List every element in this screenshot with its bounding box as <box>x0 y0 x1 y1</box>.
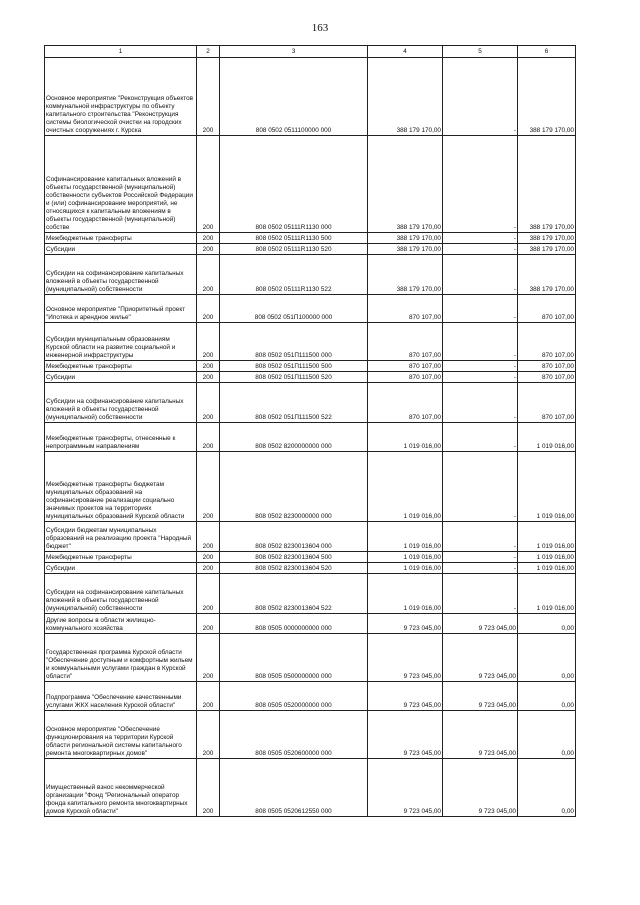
table-row <box>45 614 576 634</box>
row-amount2-cell: - <box>443 244 518 255</box>
row-name-cell: Субсидии <box>45 244 197 255</box>
row-column2-cell: 200 <box>197 361 220 372</box>
row-column2-cell: 200 <box>197 552 220 563</box>
row-name-cell: Субсидии на софинансирование капитальных вложений в объекты государственной (муниципальной) собственности <box>45 574 197 614</box>
table-row <box>45 233 576 244</box>
row-column2-cell: 200 <box>197 682 220 711</box>
row-amount2-cell: - <box>443 574 518 614</box>
row-amount-cell: 388 179 170,00 <box>368 136 443 233</box>
row-code-cell: 808 0502 051П111500 520 <box>220 372 368 383</box>
row-amount-cell: 388 179 170,00 <box>368 233 443 244</box>
row-amount-cell: 1 019 016,00 <box>368 552 443 563</box>
row-amount3-cell: 0,00 <box>518 759 576 817</box>
row-amount-cell: 9 723 045,00 <box>368 634 443 682</box>
row-column2-cell: 200 <box>197 634 220 682</box>
row-amount3-cell: 870 107,00 <box>518 323 576 361</box>
row-column2-cell: 200 <box>197 711 220 759</box>
row-code-cell: 808 0505 0520000000 000 <box>220 682 368 711</box>
table-row <box>45 255 576 295</box>
row-amount-cell: 388 179 170,00 <box>368 244 443 255</box>
row-name-cell: Подпрограмма "Обеспечение качественными услугами ЖКХ населения Курской области" <box>45 682 197 711</box>
row-amount3-cell: 870 107,00 <box>518 295 576 323</box>
row-column2-cell: 200 <box>197 58 220 136</box>
row-amount2-cell: - <box>443 136 518 233</box>
row-name-cell: Основное мероприятие "Приоритетный проект "Ипотека и арендное жилье" <box>45 295 197 323</box>
column-header: 3 <box>220 46 368 58</box>
table-row <box>45 563 576 574</box>
table-row <box>45 323 576 361</box>
row-column2-cell: 200 <box>197 255 220 295</box>
row-amount3-cell: 388 179 170,00 <box>518 233 576 244</box>
row-amount3-cell: 388 179 170,00 <box>518 244 576 255</box>
row-amount2-cell: - <box>443 563 518 574</box>
row-code-cell: 808 0502 05111R1130 000 <box>220 136 368 233</box>
row-column2-cell: 200 <box>197 244 220 255</box>
row-column2-cell: 200 <box>197 233 220 244</box>
row-name-cell: Субсидии муниципальным образованиям Курской области на развитие социальной и инженерной инфраструктуры <box>45 323 197 361</box>
row-code-cell: 808 0502 05111R1130 500 <box>220 233 368 244</box>
row-column2-cell: 200 <box>197 383 220 423</box>
row-amount-cell: 870 107,00 <box>368 361 443 372</box>
row-name-cell: Субсидии бюджетам муниципальных образований на реализацию проекта "Народный бюджет" <box>45 522 197 552</box>
row-code-cell: 808 0505 0500000000 000 <box>220 634 368 682</box>
table-row <box>45 372 576 383</box>
row-amount-cell: 9 723 045,00 <box>368 614 443 634</box>
row-amount3-cell: 0,00 <box>518 614 576 634</box>
row-column2-cell: 200 <box>197 372 220 383</box>
row-code-cell: 808 0502 8230013604 000 <box>220 522 368 552</box>
table-row <box>45 711 576 759</box>
row-amount2-cell: - <box>443 255 518 295</box>
row-amount3-cell: 1 019 016,00 <box>518 423 576 452</box>
row-amount3-cell: 388 179 170,00 <box>518 58 576 136</box>
row-amount-cell: 1 019 016,00 <box>368 452 443 522</box>
row-code-cell: 808 0502 8230013604 522 <box>220 574 368 614</box>
row-name-cell: Основное мероприятие "Обеспечение функционирования на территории Курской области региональной системы капитального ремонта многоквартирных домов" <box>45 711 197 759</box>
table-row <box>45 295 576 323</box>
table-row <box>45 759 576 817</box>
row-name-cell: Межбюджетные трансферты <box>45 233 197 244</box>
row-amount2-cell: 9 723 045,00 <box>443 759 518 817</box>
row-code-cell: 808 0502 051П111500 522 <box>220 383 368 423</box>
row-amount3-cell: 388 179 170,00 <box>518 136 576 233</box>
row-column2-cell: 200 <box>197 759 220 817</box>
table-row <box>45 452 576 522</box>
table-row <box>45 682 576 711</box>
row-amount-cell: 870 107,00 <box>368 372 443 383</box>
row-name-cell: Софинансирование капитальных вложений в объекты государственной (муниципальной) собственности субъектов Российской Федерации и (или) софинансирование мероприятий, не относящихся к капитальным вложениям в объекты государственной (муниципальной) собстве <box>45 136 197 233</box>
row-name-cell: Другие вопросы в области жилищно-коммунального хозяйства <box>45 614 197 634</box>
row-amount2-cell: - <box>443 452 518 522</box>
row-amount2-cell: - <box>443 423 518 452</box>
row-amount2-cell: - <box>443 383 518 423</box>
table-row <box>45 522 576 552</box>
table-body <box>45 58 576 817</box>
table-row <box>45 383 576 423</box>
row-code-cell: 808 0505 0520612550 000 <box>220 759 368 817</box>
row-name-cell: Межбюджетные трансферты <box>45 552 197 563</box>
row-code-cell: 808 0505 0000000000 000 <box>220 614 368 634</box>
row-amount-cell: 1 019 016,00 <box>368 522 443 552</box>
row-code-cell: 808 0502 05111R1130 522 <box>220 255 368 295</box>
row-amount3-cell: 870 107,00 <box>518 383 576 423</box>
table-row <box>45 634 576 682</box>
row-name-cell: Межбюджетные трансферты <box>45 361 197 372</box>
budget-table <box>44 45 576 817</box>
row-amount2-cell: - <box>443 361 518 372</box>
row-name-cell: Субсидии на софинансирование капитальных вложений в объекты государственной (муниципальной) собственности <box>45 383 197 423</box>
row-amount3-cell: 0,00 <box>518 634 576 682</box>
row-code-cell: 808 0502 8230013604 520 <box>220 563 368 574</box>
row-name-cell: Межбюджетные трансферты бюджетам муниципальных образований на софинансирование реализации социально значимых проектов на территориях муниципальных образований Курской области <box>45 452 197 522</box>
row-amount3-cell: 1 019 016,00 <box>518 552 576 563</box>
table-row <box>45 552 576 563</box>
column-header: 1 <box>45 46 197 58</box>
row-code-cell: 808 0502 8200000000 000 <box>220 423 368 452</box>
row-column2-cell: 200 <box>197 522 220 552</box>
row-code-cell: 808 0502 051П111500 000 <box>220 323 368 361</box>
row-column2-cell: 200 <box>197 136 220 233</box>
table-row <box>45 58 576 136</box>
row-amount3-cell: 388 179 170,00 <box>518 255 576 295</box>
table-row <box>45 244 576 255</box>
row-column2-cell: 200 <box>197 614 220 634</box>
row-amount2-cell: 9 723 045,00 <box>443 711 518 759</box>
table-row <box>45 574 576 614</box>
table-header-row <box>45 46 576 58</box>
row-column2-cell: 200 <box>197 574 220 614</box>
row-amount3-cell: 1 019 016,00 <box>518 574 576 614</box>
row-amount-cell: 9 723 045,00 <box>368 759 443 817</box>
row-amount-cell: 870 107,00 <box>368 323 443 361</box>
row-amount3-cell: 0,00 <box>518 682 576 711</box>
row-amount2-cell: - <box>443 58 518 136</box>
row-name-cell: Государственная программа Курской области "Обеспечение доступным и комфортным жильем и коммунальными услугами граждан в Курской области" <box>45 634 197 682</box>
row-column2-cell: 200 <box>197 452 220 522</box>
row-amount3-cell: 870 107,00 <box>518 361 576 372</box>
row-code-cell: 808 0502 051П111500 500 <box>220 361 368 372</box>
row-amount-cell: 1 019 016,00 <box>368 563 443 574</box>
row-amount2-cell: 9 723 045,00 <box>443 614 518 634</box>
row-amount2-cell: 9 723 045,00 <box>443 634 518 682</box>
row-name-cell: Основное мероприятие "Реконструкция объектов коммунальной инфраструктуры по объекту капитального строительства "Реконструкция системы биологической очистки на городских очистных сооружениях г. Курска <box>45 58 197 136</box>
row-amount3-cell: 1 019 016,00 <box>518 522 576 552</box>
table-row <box>45 361 576 372</box>
row-amount-cell: 9 723 045,00 <box>368 711 443 759</box>
row-amount3-cell: 1 019 016,00 <box>518 563 576 574</box>
row-amount2-cell: - <box>443 233 518 244</box>
row-name-cell: Межбюджетные трансферты, отнесенные к непрограммным направлениям <box>45 423 197 452</box>
table-row <box>45 423 576 452</box>
row-amount-cell: 9 723 045,00 <box>368 682 443 711</box>
row-amount2-cell: - <box>443 295 518 323</box>
column-header: 5 <box>443 46 518 58</box>
row-code-cell: 808 0502 8230000000 000 <box>220 452 368 522</box>
row-amount3-cell: 0,00 <box>518 711 576 759</box>
row-column2-cell: 200 <box>197 295 220 323</box>
row-code-cell: 808 0505 0520600000 000 <box>220 711 368 759</box>
row-code-cell: 808 0502 0511100000 000 <box>220 58 368 136</box>
row-amount3-cell: 1 019 016,00 <box>518 452 576 522</box>
column-header: 2 <box>197 46 220 58</box>
column-header: 6 <box>518 46 576 58</box>
row-column2-cell: 200 <box>197 563 220 574</box>
row-amount-cell: 388 179 170,00 <box>368 58 443 136</box>
row-amount2-cell: - <box>443 552 518 563</box>
row-amount-cell: 1 019 016,00 <box>368 574 443 614</box>
row-name-cell: Субсидии <box>45 372 197 383</box>
row-name-cell: Субсидии на софинансирование капитальных вложений в объекты государственной (муниципальной) собственности <box>45 255 197 295</box>
page-number: 163 <box>311 22 329 34</box>
row-amount2-cell: - <box>443 323 518 361</box>
row-amount2-cell: 9 723 045,00 <box>443 682 518 711</box>
row-amount2-cell: - <box>443 372 518 383</box>
row-column2-cell: 200 <box>197 423 220 452</box>
row-amount-cell: 1 019 016,00 <box>368 423 443 452</box>
column-header: 4 <box>368 46 443 58</box>
row-name-cell: Имущественный взнос некоммерческой организации "Фонд "Региональный оператор фонда капитального ремонта многоквартирных домов Курской области" <box>45 759 197 817</box>
table-row <box>45 136 576 233</box>
row-name-cell: Субсидии <box>45 563 197 574</box>
row-amount2-cell: - <box>443 522 518 552</box>
row-code-cell: 808 0502 051П100000 000 <box>220 295 368 323</box>
row-column2-cell: 200 <box>197 323 220 361</box>
row-amount3-cell: 870 107,00 <box>518 372 576 383</box>
row-amount-cell: 870 107,00 <box>368 295 443 323</box>
row-code-cell: 808 0502 05111R1130 520 <box>220 244 368 255</box>
row-amount-cell: 870 107,00 <box>368 383 443 423</box>
row-amount-cell: 388 179 170,00 <box>368 255 443 295</box>
row-code-cell: 808 0502 8230013604 500 <box>220 552 368 563</box>
